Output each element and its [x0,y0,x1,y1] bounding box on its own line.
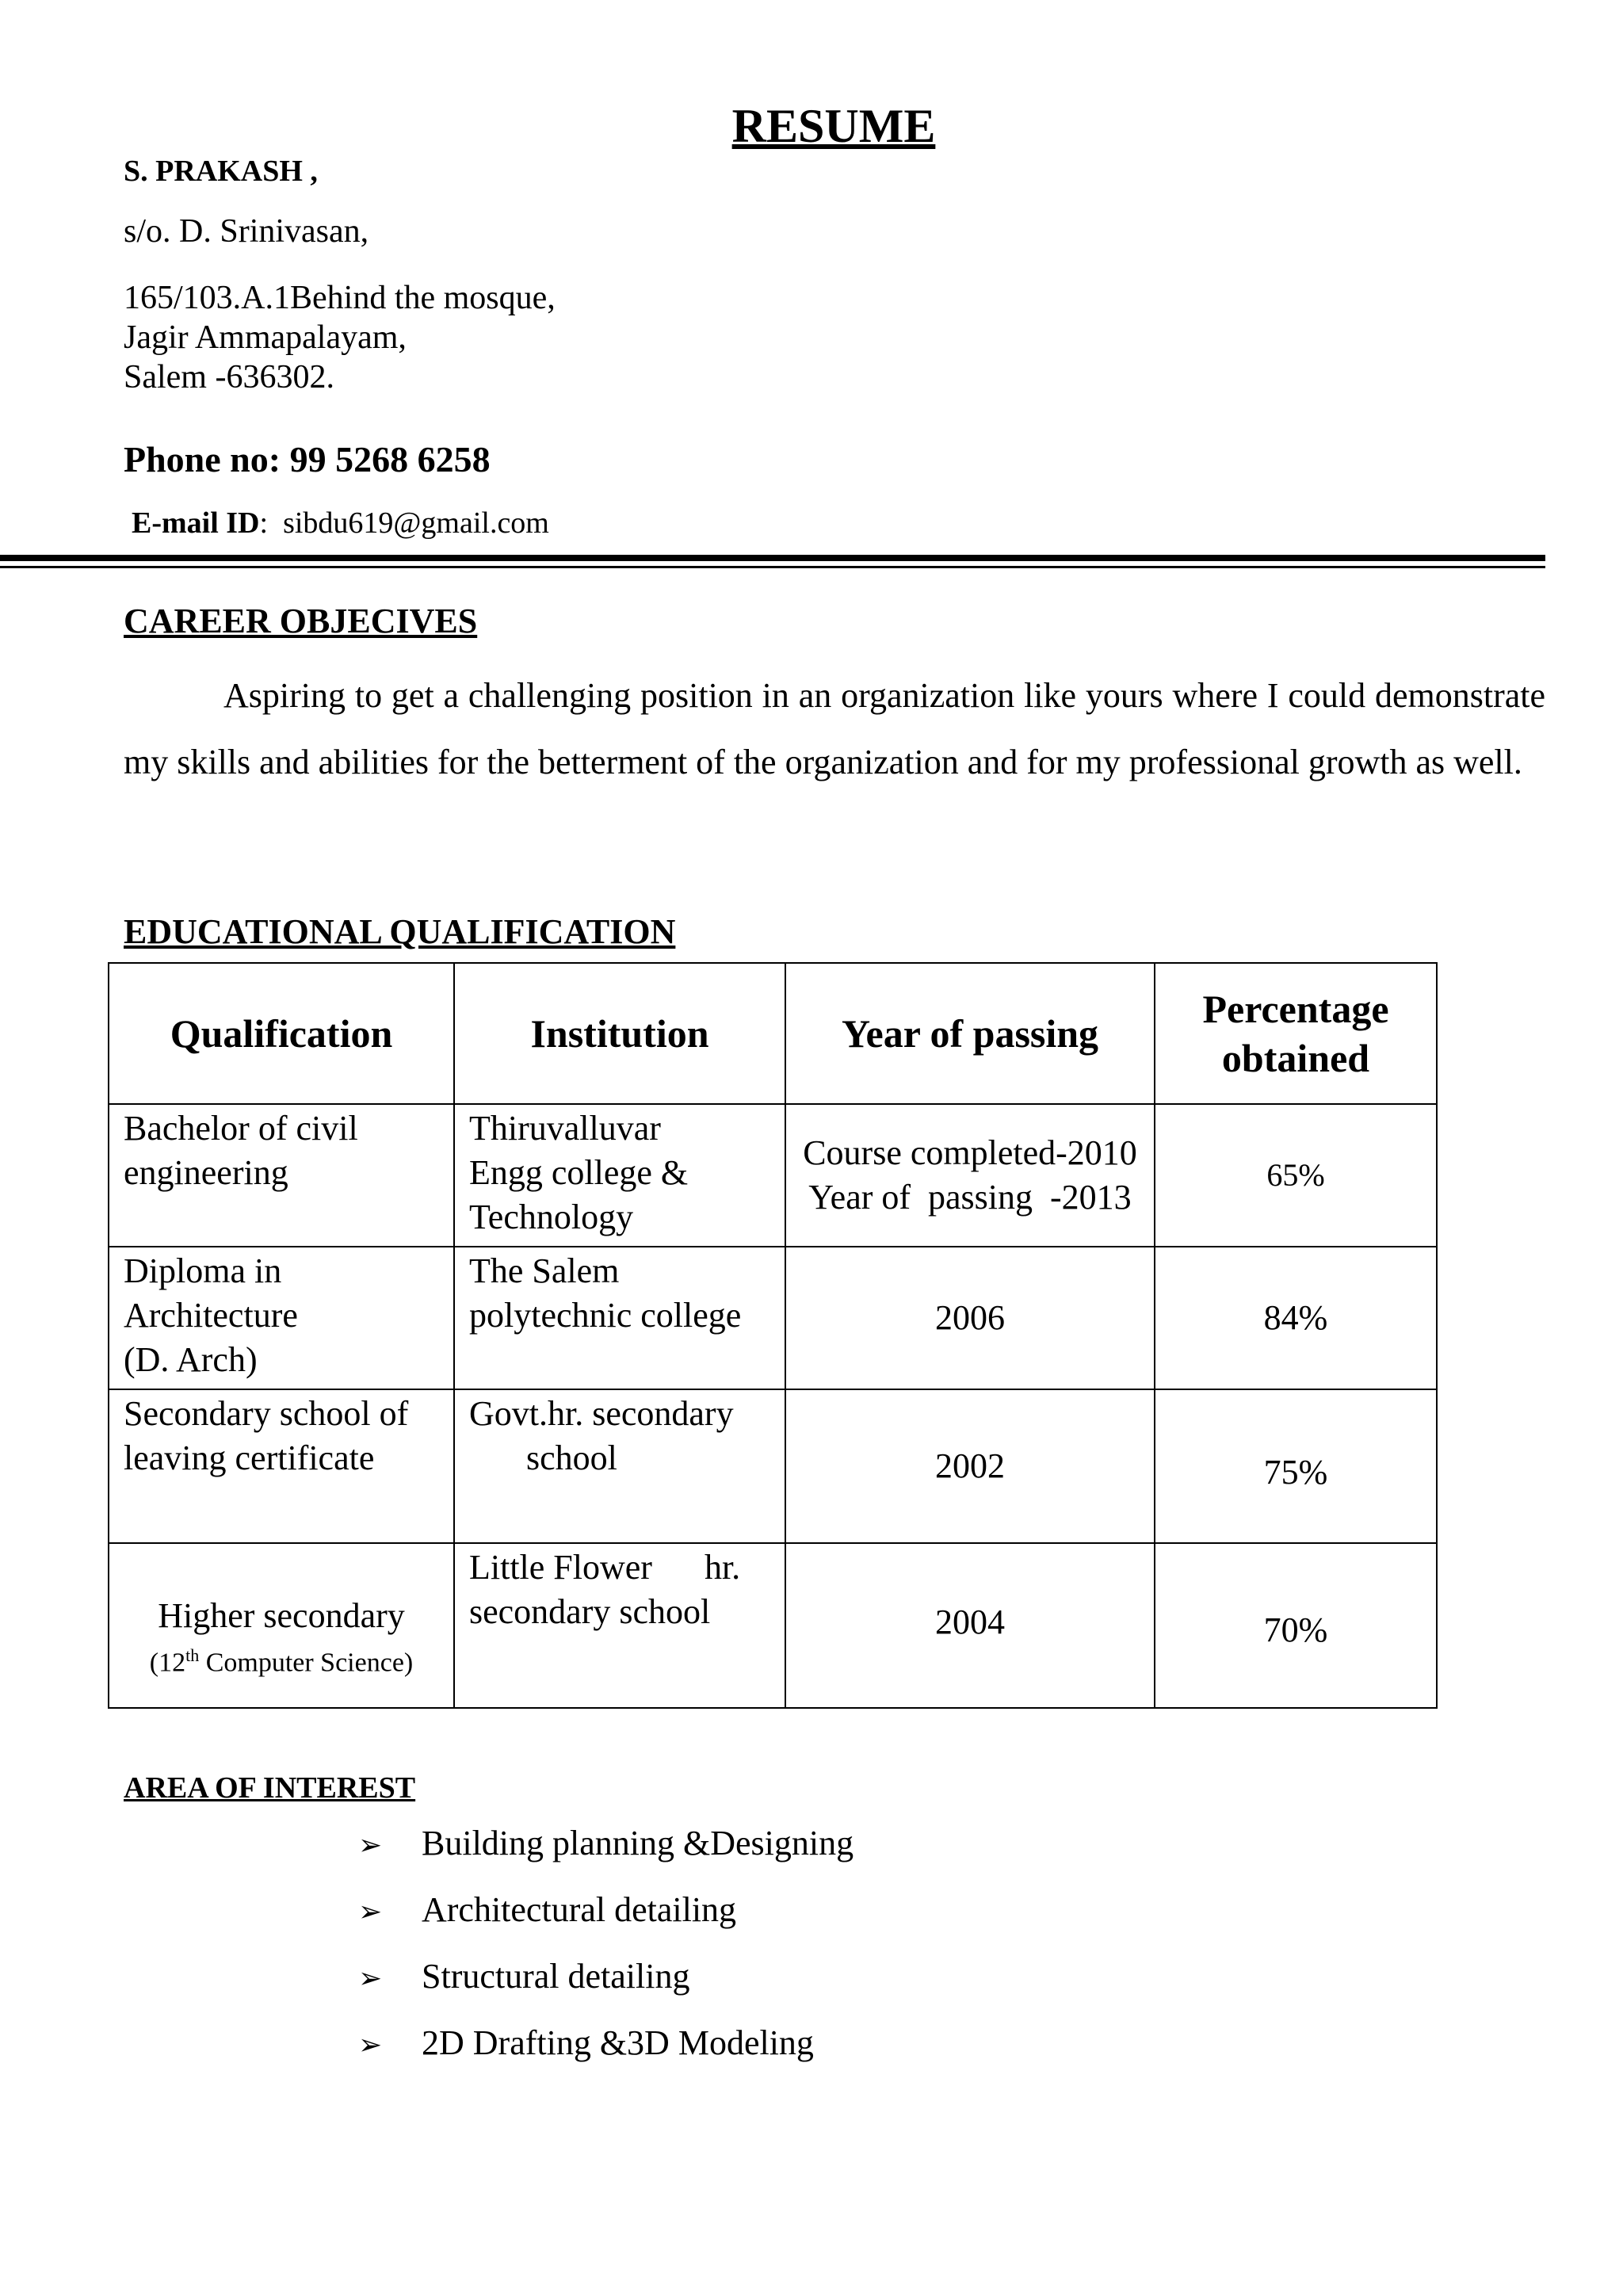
cell-institution: Little Flower hr. secondary school [454,1543,785,1708]
arrow-bullet-icon: ➢ [358,1896,383,1928]
arrow-bullet-icon: ➢ [358,1962,383,1995]
education-table [108,962,1438,1709]
email-value[interactable]: sibdu619@gmail.com [283,506,549,540]
address-line-1: 165/103.A.1Behind the mosque, [124,280,556,316]
header-divider-thick [0,555,1545,561]
arrow-bullet-icon: ➢ [358,1829,383,1862]
list-item: ➢ Architectural detailing [358,1890,737,1929]
column-header-year: Year of passing [785,963,1155,1104]
career-heading: CAREER OBJECIVES [124,602,478,640]
cell-year: Course completed-2010 Year of passing -2013 [785,1104,1155,1247]
cell-year: 2006 [785,1247,1155,1389]
cell-percentage: 75% [1155,1389,1437,1543]
cell-institution: The Salem polytechnic college [454,1247,785,1389]
table-row [109,1247,1437,1389]
phone-number: Phone no: 99 5268 6258 [124,439,491,479]
address-line-2: Jagir Ammapalayam, [124,319,407,356]
column-header-percentage: Percentage obtained [1155,963,1437,1104]
table-header-row [109,963,1437,1104]
column-header-institution: Institution [454,963,785,1104]
table-row [109,1389,1437,1543]
email-line [132,506,549,541]
list-item: ➢ Building planning &Designing [358,1824,854,1862]
list-item: ➢ Structural detailing [358,1957,690,1996]
header-divider-thin [0,566,1545,568]
career-objective-text: Aspiring to get a challenging position in an organization like yours where I could demonstrate my skills and abilities for the betterment of the organization and for my professional growth as well. [124,676,1545,781]
table-row [109,1543,1437,1708]
column-header-qualification: Qualification [109,963,454,1104]
cell-qualification: Secondary school of leaving certificate [109,1389,454,1543]
page-title: RESUME [731,100,936,152]
arrow-bullet-icon: ➢ [358,2029,383,2061]
email-label: E-mail ID [132,506,260,540]
table-row [109,1104,1437,1247]
cell-institution: Thiruvalluvar Engg college & Technology [454,1104,785,1247]
interests-heading: AREA OF INTEREST [124,1771,416,1805]
cell-qualification: Diploma in Architecture (D. Arch) [109,1247,454,1389]
address-line-3: Salem -636302. [124,359,334,395]
cell-qualification: Bachelor of civil engineering [109,1104,454,1247]
candidate-name: S. PRAKASH , [124,155,318,188]
cell-year: 2002 [785,1389,1155,1543]
cell-year: 2004 [785,1543,1155,1708]
father-name: s/o. D. Srinivasan, [124,213,369,250]
list-item: ➢ 2D Drafting &3D Modeling [358,2023,814,2062]
cell-qualification: Higher secondary (12th Computer Science) [109,1543,454,1708]
email-separator: : [259,506,269,540]
cell-percentage: 84% [1155,1247,1437,1389]
cell-percentage: 70% [1155,1543,1437,1708]
education-heading: EDUCATIONAL QUALIFICATION [124,912,676,951]
cell-percentage: 65% [1155,1104,1437,1247]
cell-institution: Govt.hr. secondary school [454,1389,785,1543]
